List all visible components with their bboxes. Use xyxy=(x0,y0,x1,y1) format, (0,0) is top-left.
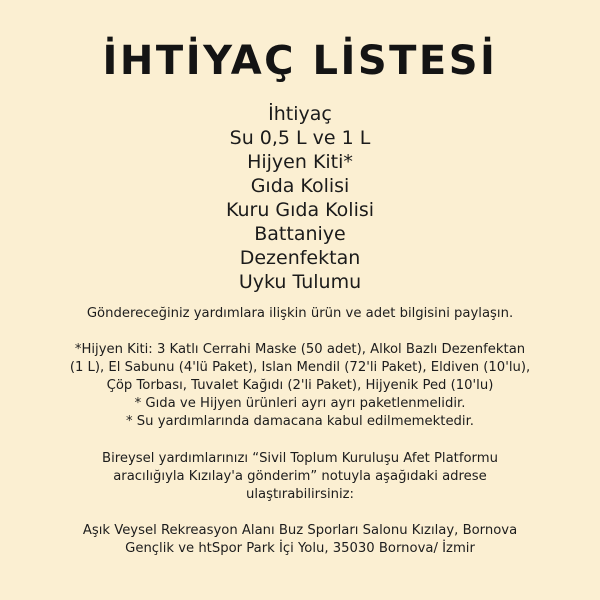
address-line: Gençlik ve htSpor Park İçi Yolu, 35030 Bornova/ İzmir xyxy=(125,541,475,556)
hygiene-kit-line: Çöp Torbası, Tuvalet Kağıdı (2'li Paket), Hijyenik Ped (10'lu) xyxy=(106,378,494,393)
needs-list-item: İhtiyaç xyxy=(268,103,332,125)
needs-list-item: Su 0,5 L ve 1 L xyxy=(229,127,371,149)
needs-list-item: Hijyen Kiti* xyxy=(247,151,353,173)
needs-list-item: Kuru Gıda Kolisi xyxy=(225,199,375,221)
hygiene-kit-line: * Gıda ve Hijyen ürünleri ayrı ayrı paketlenmelidir. xyxy=(134,396,466,411)
hygiene-kit-note xyxy=(40,341,560,431)
hygiene-kit-line: (1 L), El Sabunu (4'lü Paket), Islan Mendil (72'li Paket), Eldiven (10'lu), xyxy=(69,360,531,375)
address-note xyxy=(45,522,555,558)
needs-list-item: Gıda Kolisi xyxy=(250,175,350,197)
needs-list-item: Battaniye xyxy=(254,223,346,245)
individual-donation-note xyxy=(60,450,540,504)
needs-list xyxy=(26,102,574,294)
individual-note-line: ulaştırabilirsiniz: xyxy=(245,487,355,502)
individual-note-line: Bireysel yardımlarınızı “Sivil Toplum Kuruluşu Afet Platformu xyxy=(102,451,498,466)
individual-note-line: aracılığıyla Kızılay'a gönderim” notuyla aşağıdaki adrese xyxy=(113,469,487,484)
address-line: Aşık Veysel Rekreasyon Alanı Buz Sporları Salonu Kızılay, Bornova xyxy=(82,523,518,538)
needs-list-item: Uyku Tulumu xyxy=(238,271,362,293)
page-title: İHTİYAÇ LİSTESİ xyxy=(102,38,498,84)
hygiene-kit-line: *Hijyen Kiti: 3 Katlı Cerrahi Maske (50 adet), Alkol Bazlı Dezenfektan xyxy=(74,342,526,357)
share-note: Göndereceğiniz yardımlara ilişkin ürün ve adet bilgisini paylaşın. xyxy=(86,306,514,321)
hygiene-kit-line: * Su yardımlarında damacana kabul edilmemektedir. xyxy=(126,414,474,429)
needs-list-item: Dezenfektan xyxy=(239,247,361,269)
